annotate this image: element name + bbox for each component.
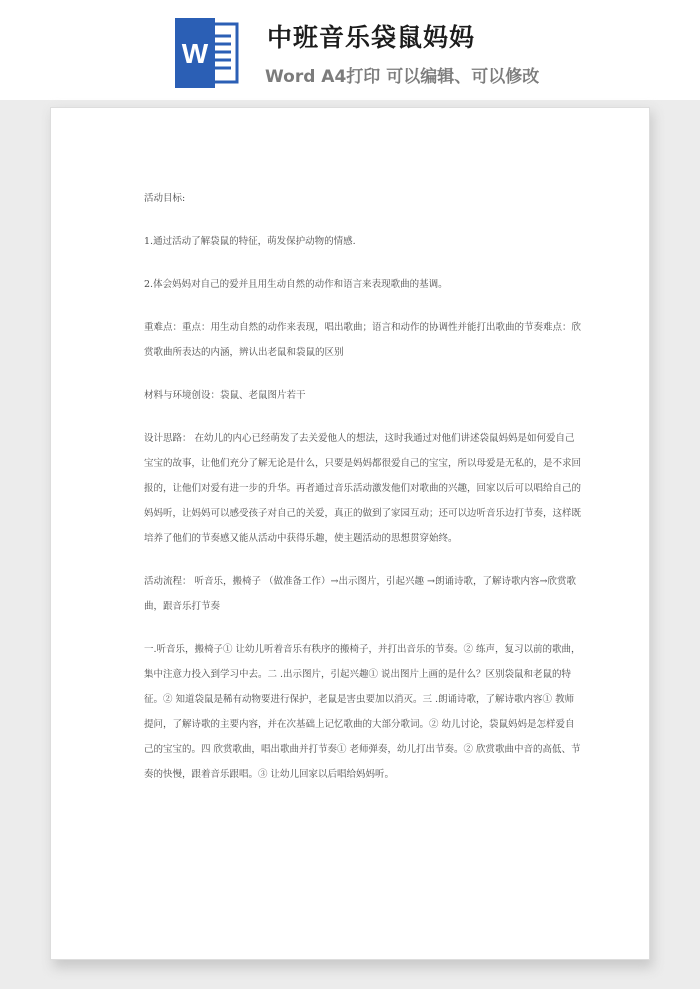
paragraph-difficulties: 重难点：重点：用生动自然的动作来表现，唱出歌曲；语言和动作的协调性并能打出歌曲的节奏难点：欣赏歌曲所表达的内涵，辨认出老鼠和袋鼠的区别: [144, 322, 582, 358]
paragraph-heading: 活动目标:: [144, 193, 186, 204]
paragraph-design: 设计思路： 在幼儿的内心已经萌发了去关爱他人的想法，这时我通过对他们讲述袋鼠妈妈是如何爱自己宝宝的故事，让他们充分了解无论是什么，只要是妈妈都很爱自己的宝宝，所以母爱是无私的，是不求回报的，让他们对爱有进一步的升华。再者通过音乐活动激发他们对歌曲的兴趣，回家以后可以唱给自己的妈妈听，让妈妈可以感受孩子对自己的关爱，真正的做到了家园互动；还可以边听音乐边打节奏，这样既培养了他们的节奏感又能从活动中获得乐趣，使主题活动的思想贯穿始终。: [144, 433, 582, 544]
paragraph-steps: 一.听音乐，搬椅子① 让幼儿听着音乐有秩序的搬椅子，并打出音乐的节奏。② 练声，复习以前的歌曲，集中注意力投入到学习中去。二 .出示图片，引起兴趣① 说出图片上画的是什么？区别袋鼠和老鼠的特征。② 知道袋鼠是稀有动物要进行保护，老鼠是害虫要加以消灭。三 .朗诵诗歌，了解诗歌内容① 教师提问，了解诗歌的主要内容，并在次基础上记忆歌曲的大部分歌词。② 幼儿讨论，袋鼠妈妈是怎样爱自己的宝宝的。四 欣赏歌曲，唱出歌曲并打节奏① 老师弹奏，幼儿打出节奏。② 欣赏歌曲中音的高低、节奏的快慢，跟着音乐跟唱。③ 让幼儿回家以后唱给妈妈听。: [144, 644, 581, 780]
paragraph-materials: 材料与环境创设：袋鼠、老鼠图片若干: [144, 390, 306, 401]
document-page: [50, 107, 650, 960]
header: [0, 0, 700, 100]
page-subtitle: Word A4打印 可以编辑、可以修改: [265, 67, 540, 87]
document-body: [144, 186, 582, 805]
paragraph-process: 活动流程： 听音乐，搬椅子 （做准备工作）→出示图片，引起兴趣 →朗诵诗歌，了解诗歌内容→欣赏歌曲，跟音乐打节奏: [144, 576, 576, 612]
paragraph-goal-2: 2.体会妈妈对自己的爱并且用生动自然的动作和语言来表现歌曲的基调。: [144, 279, 448, 290]
word-icon-letter: W: [181, 38, 209, 69]
paragraph-goal-1: 1.通过活动了解袋鼠的特征，萌发保护动物的情感.: [144, 236, 356, 247]
word-document-icon: [173, 18, 241, 88]
page-title: 中班音乐袋鼠妈妈: [267, 23, 476, 52]
